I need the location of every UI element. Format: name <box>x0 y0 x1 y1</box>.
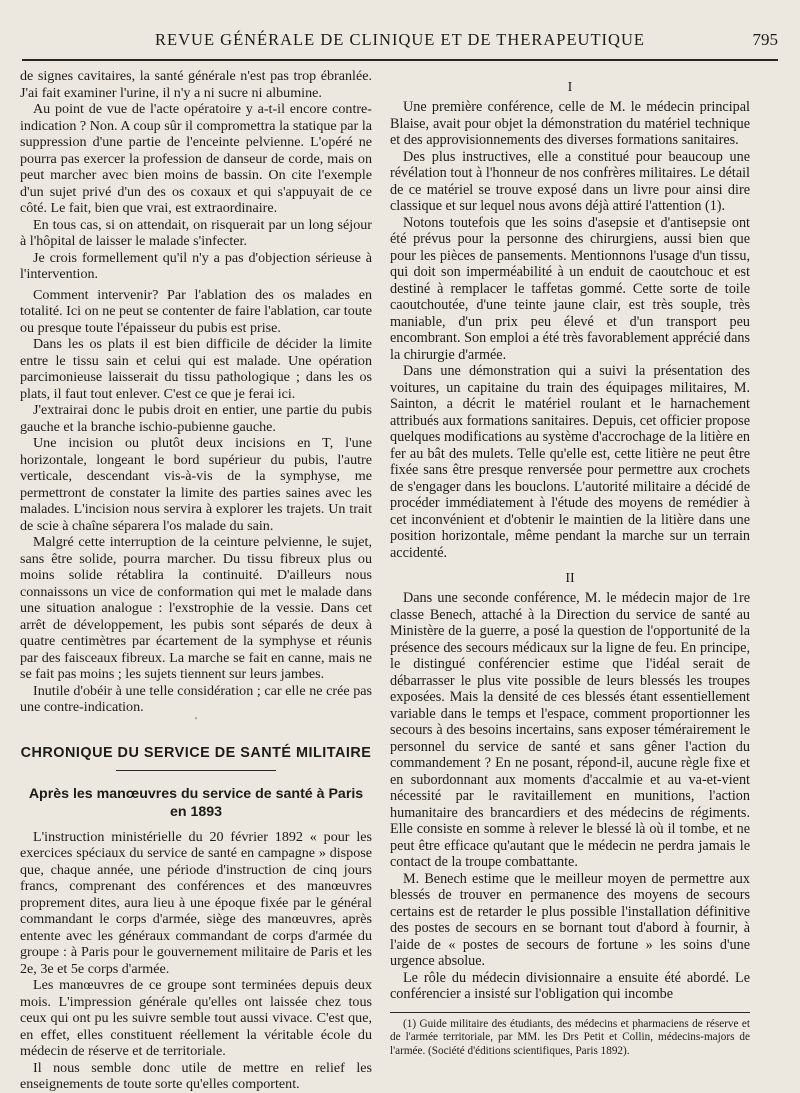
footnote: (1) Guide militaire des étudiants, des médecins et pharmaciens de réserve et de l'armée territoriale, par MM. les Drs Petit et Collin, médecins-majors de l'armée. (Société d'éditions scientifiques, Paris 1892). <box>390 1017 750 1057</box>
paragraph: Des plus instructives, elle a constitué pour beaucoup une révélation tout à l'honneur de nos confrères militaires. Le détail de ce matériel se trouve exposé dans un livre pour ainsi dire classique et sur lequel nous avons déjà attiré l'attention (1). <box>390 148 750 214</box>
paragraph: M. Benech estime que le meilleur moyen de permettre aux blessés de trouver en permanence des moyens de secours certains est de retarder le plus possible l'installation définitive des postes de secours en se bornant tout d'abord à fournir, à l'aide de « postes de secours de fortune » les soins d'une urgence absolue. <box>390 870 750 969</box>
page-number: 795 <box>752 30 778 49</box>
right-column <box>390 68 750 1058</box>
paragraph: de signes cavitaires, la santé générale n'est pas trop ébranlée. J'ai fait examiner l'urine, il n'y a ni sucre ni albumine. <box>20 68 372 101</box>
paragraph: Dans une démonstration qui a suivi la présentation des voitures, un capitaine du train des équipages militaires, M. Sainton, a décrit le matériel roulant et le harnachement attribués aux formations sanitaires. Depuis, cet officier propose quelques modifications au système d'accrochage de la litière en fer au bât des mulets. Telle qu'elle est, cette litière ne peut être fixée sans être presque renversée pour permettre aux crochets de s'engager dans les bouclons. L'autorité militaire a décidé de procéder immédiatement à l'étude des moyens de remédier à cet inconvénient et d'obtenir le maintien de la litière dans une position horizontale, même pendant la marche sur un terrain accidenté. <box>390 363 750 561</box>
paragraph: Malgré cette interruption de la ceinture pelvienne, le sujet, sans être solide, pourra marcher. Du tissu fibreux plus ou moins solide rétablira la continuité. D'ailleurs nous connaissons un vice de conformation qui met le malade dans une situation analogue : l'exstrophie de la vessie. Dans cet arrêt de développement, les pubis sont séparés de deux à quatre centimètres par écartement de la symphyse et réunis par des faisceaux fibreux. La marche se fait en canne, mais ne se fait pas moins ; les sujets tiennent sur leurs jambes. <box>20 534 372 682</box>
separator-mark: ' <box>194 715 198 725</box>
section-numeral: I <box>567 80 573 95</box>
paragraph: Une incision ou plutôt deux incisions en T, l'une horizontale, longeant le bord supérieur du pubis, l'autre verticale, descendant vis-à-vis de la symphyse, me permettront de constater la limite des parties saines avec les malades. L'incision nous servira à explorer les trajets. Un trait de scie à chaîne séparera l'os malade du sain. <box>20 435 372 534</box>
paragraph: Notons toutefois que les soins d'asepsie et d'antisepsie ont été prévus pour la personne des chirurgiens, aussi bien que pour les pièces de pansements. Mentionnons l'usage d'un tissu, qui doit son imperméabilité à un enduit de caoutchouc et est destiné à remplacer le taffetas gommé. Cette sorte de toile caoutchoutée, d'une teinte jaune clair, est très souple, très maniable, d'un prix peu élevé et d'un transport peu encombrant. Son emploi a été très favorablement apprécié dans la chirurgie d'armée. <box>390 214 750 363</box>
paragraph: L'instruction ministérielle du 20 février 1892 « pour les exercices spéciaux du service de santé en campagne » dispose que, chaque année, une période d'instruction de cinq jours francs, comprenant des conférences et des manœuvres proprement dites, aura lieu à une époque fixée par le général commandant le corps d'armée, siège des manœuvres, après entente avec les généraux commandant de corps d'armée du groupe : à Paris pour le gouvernement militaire de Paris et les 2e, 3e et 5e corps d'armée. <box>20 828 372 977</box>
paragraph: Inutile d'obéir à une telle considération ; car elle ne crée pas une contre-indication. <box>20 682 372 715</box>
section-numeral: II <box>565 571 575 586</box>
paragraph: Une première conférence, celle de M. le médecin principal Blaise, avait pour objet la démonstration du matériel technique et des approvisionnements des diverses formations sanitaires. <box>390 99 750 148</box>
paragraph: Au point de vue de l'acte opératoire y a-t-il encore contre-indication ? Non. A coup sûr il compromettra la statique par la suppression d'une partie de l'enceinte pelvienne. L'opéré ne pourra pas exercer la profession de danseur de corde, mais on peut marcher avec bien moins de bassin. On cite l'exemple d'un sujet privé d'un des os coxaux et qui s'appuyait de ce côté. Le fait, bien que vrai, est extraordinaire. <box>20 101 372 216</box>
footnote-rule <box>390 1012 750 1013</box>
paragraph: En tous cas, si on attendait, on risquerait par un long séjour à l'hôpital de laisser le malade s'infecter. <box>20 216 372 249</box>
paragraph: J'extrairai donc le pubis droit en entier, une partie du pubis gauche et la branche ischio-pubienne gauche. <box>20 402 372 435</box>
journal-title: REVUE GÉNÉRALE DE CLINIQUE ET DE THERAPEUTIQUE <box>155 30 645 49</box>
paragraph: Les manœuvres de ce groupe sont terminées depuis deux mois. L'impression générale qu'elles ont laissée chez tous ceux qui ont pu les suivre semble tout aussi vivace. C'est que, en effet, elles constituent réellement la véritable école du médecin de réserve et de territoriale. <box>20 977 372 1059</box>
paragraph: Dans une seconde conférence, M. le médecin major de 1re classe Benech, attaché à la Direction du service de santé au Ministère de la guerre, a posé la question de l'opportunité de la présence des secours médicaux sur la ligne de feu. En principe, le distingué conférencier estime que l'idéal serait de débarrasser le plus vite possible de leurs blessés les troupes exposées. Mais la densité de ces blessés étant essentiellement variable dans le temps et l'espace, comment proportionner les secours à des besoins incertains, sans exposer témérairement le personnel du service de santé et sans gêner l'action du commandement ? En ne posant, répond-il, aucune règle fixe et en subordonnant aux moments d'accalmie et au va-et-vient nécessité par le ravitaillement en munitions, l'action humanitaire des brancardiers et des médecins de régiments. Elle consiste en somme à relever le blessé là où il tombe, et ne peut être efficace qu'autant que le médecin ne perdra jamais le contact de la troupe combattante. <box>390 590 750 870</box>
article-title-line2: en 1893 <box>169 803 223 820</box>
paragraph: Comment intervenir? Par l'ablation des os malades en totalité. Ici on ne peut se contenter de faire l'ablation, car toute ou presque toute l'épaisseur du pubis est prise. <box>20 286 372 336</box>
section-title: CHRONIQUE DU SERVICE DE SANTÉ MILITAIRE <box>20 744 372 761</box>
header-rule <box>22 59 778 61</box>
running-head <box>22 30 778 52</box>
left-column <box>20 68 372 1093</box>
paragraph: Il nous semble donc utile de mettre en relief les enseignements de toute sorte qu'elles comportent. <box>20 1059 372 1092</box>
title-rule <box>116 770 276 771</box>
paragraph: Le rôle du médecin divisionnaire a ensuite été abordé. Le conférencier a insisté sur l'obligation qui incombe <box>390 969 750 1002</box>
article-title <box>20 785 372 821</box>
paragraph: Dans les os plats il est bien difficile de décider la limite entre le tissu sain et celui qui est malade. Une opération parcimonieuse laisserait du tissu pathologique ; dans les os plats, il faut tout enlever. C'est ce que je ferai ici. <box>20 336 372 402</box>
article-title-line1: Après les manœuvres du service de santé à Paris <box>28 785 364 802</box>
paragraph: Je crois formellement qu'il n'y a pas d'objection sérieuse à l'intervention. <box>20 249 372 282</box>
